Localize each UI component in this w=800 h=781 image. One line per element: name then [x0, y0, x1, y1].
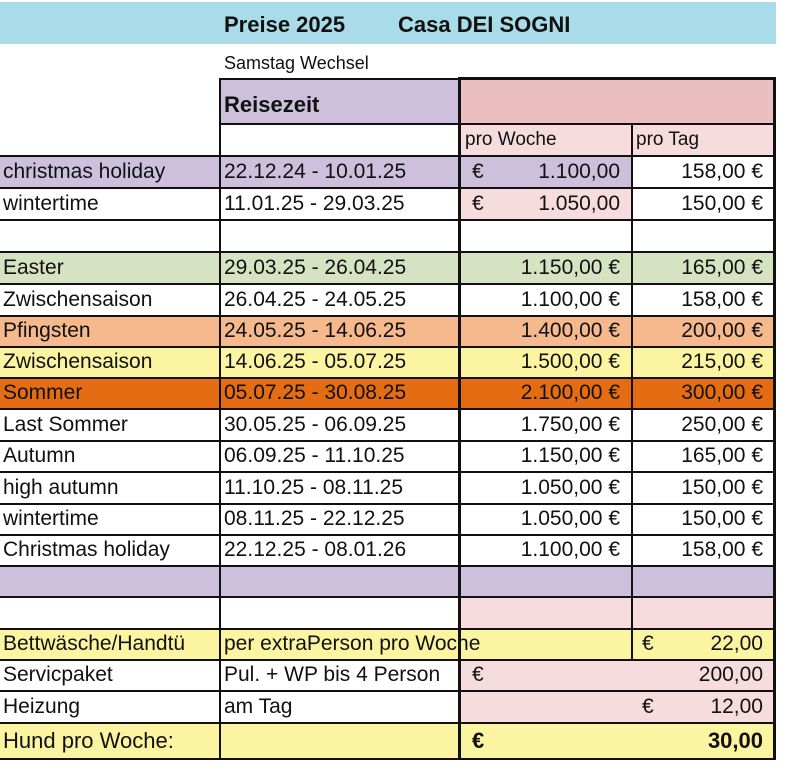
row-name: wintertime: [3, 192, 99, 215]
row-name: christmas holiday: [3, 160, 166, 183]
row-week: 1.050,00: [538, 192, 620, 215]
bett-desc: per extraPerson pro Woche: [224, 632, 481, 655]
hund-value: 30,00: [707, 728, 763, 753]
row-week: 2.100,00 €: [520, 381, 620, 404]
row-day: 165,00 €: [681, 444, 763, 467]
service-currency: €: [472, 663, 484, 686]
row-week: 1.100,00 €: [520, 288, 620, 311]
bett-label: Bettwäsche/Handtü: [3, 632, 186, 655]
subtitle: Samstag Wechsel: [224, 53, 369, 73]
row-dates: 22.12.25 - 08.01.26: [224, 538, 407, 561]
row-name: high autumn: [3, 476, 119, 499]
row-name: wintertime: [3, 507, 99, 530]
title-band: [0, 2, 776, 44]
row-dates: 22.12.24 - 10.01.25: [224, 160, 407, 183]
service-value: 200,00: [698, 663, 763, 686]
row-name: Easter: [3, 256, 64, 279]
row-week: 1.400,00 €: [520, 319, 620, 342]
bett-value: 22,00: [710, 632, 763, 655]
title-left: Preise 2025: [224, 12, 346, 37]
service-desc: Pul. + WP bis 4 Person: [224, 663, 441, 686]
row-day: 150,00 €: [681, 192, 763, 215]
row-dates: 11.10.25 - 08.11.25: [224, 476, 404, 499]
row-day: 215,00 €: [681, 350, 763, 373]
row-dates: 05.07.25 - 30.08.25: [224, 381, 407, 404]
row-name: Christmas holiday: [3, 538, 170, 561]
row-day: 300,00 €: [681, 381, 763, 404]
price-header-bg: [460, 80, 776, 124]
pro-woche-header: pro Woche: [465, 129, 557, 150]
heizung-currency: €: [642, 695, 654, 718]
row-name: Last Sommer: [3, 413, 128, 436]
row-week-currency: €: [472, 192, 484, 215]
row-name: Zwischensaison: [3, 288, 153, 311]
row-week: 1.150,00 €: [520, 256, 620, 279]
row-day: 158,00 €: [681, 538, 763, 561]
row-dates: 24.05.25 - 14.06.25: [224, 319, 407, 342]
bett-currency: €: [642, 632, 654, 655]
row-dates: 29.03.25 - 26.04.25: [224, 256, 407, 279]
row-day: 150,00 €: [681, 476, 763, 499]
row-name: Pfingsten: [3, 319, 91, 342]
heizung-desc: am Tag: [224, 695, 293, 718]
row-dates: 30.05.25 - 06.09.25: [224, 413, 407, 436]
row-dates: 14.06.25 - 05.07.25: [224, 350, 407, 373]
reisezeit-header: Reisezeit: [224, 92, 320, 117]
row-day: 165,00 €: [681, 256, 763, 279]
row-week: 1.050,00 €: [520, 507, 620, 530]
title-right: Casa DEI SOGNI: [398, 12, 571, 37]
row-day: 250,00 €: [681, 413, 763, 436]
row-day: 150,00 €: [681, 507, 763, 530]
row-name: Sommer: [3, 381, 83, 404]
row-week: 1.050,00 €: [520, 476, 620, 499]
row-week-currency: €: [472, 160, 484, 183]
row-dates: 08.11.25 - 22.12.25: [224, 507, 405, 530]
row-week: 1.500,00 €: [520, 350, 620, 373]
heizung-label: Heizung: [3, 695, 81, 718]
heizung-value: 12,00: [710, 695, 763, 718]
service-label: Servicpaket: [3, 663, 113, 686]
hund-currency: €: [472, 728, 485, 753]
row-day: 158,00 €: [681, 160, 763, 183]
row-dates: 26.04.25 - 24.05.25: [224, 288, 407, 311]
hund-label: Hund pro Woche:: [3, 728, 174, 753]
row-day: 158,00 €: [681, 288, 763, 311]
row-week: 1.100,00: [538, 160, 620, 183]
row-week: 1.750,00 €: [520, 413, 620, 436]
row-name: Autumn: [3, 444, 76, 467]
row-week: 1.100,00 €: [520, 538, 620, 561]
row-dates: 11.01.25 - 29.03.25: [224, 192, 405, 215]
pro-tag-header: pro Tag: [636, 129, 700, 150]
row-dates: 06.09.25 - 11.10.25: [224, 444, 405, 467]
row-day: 200,00 €: [681, 319, 763, 342]
row-week: 1.150,00 €: [520, 444, 620, 467]
row-name: Zwischensaison: [3, 350, 153, 373]
